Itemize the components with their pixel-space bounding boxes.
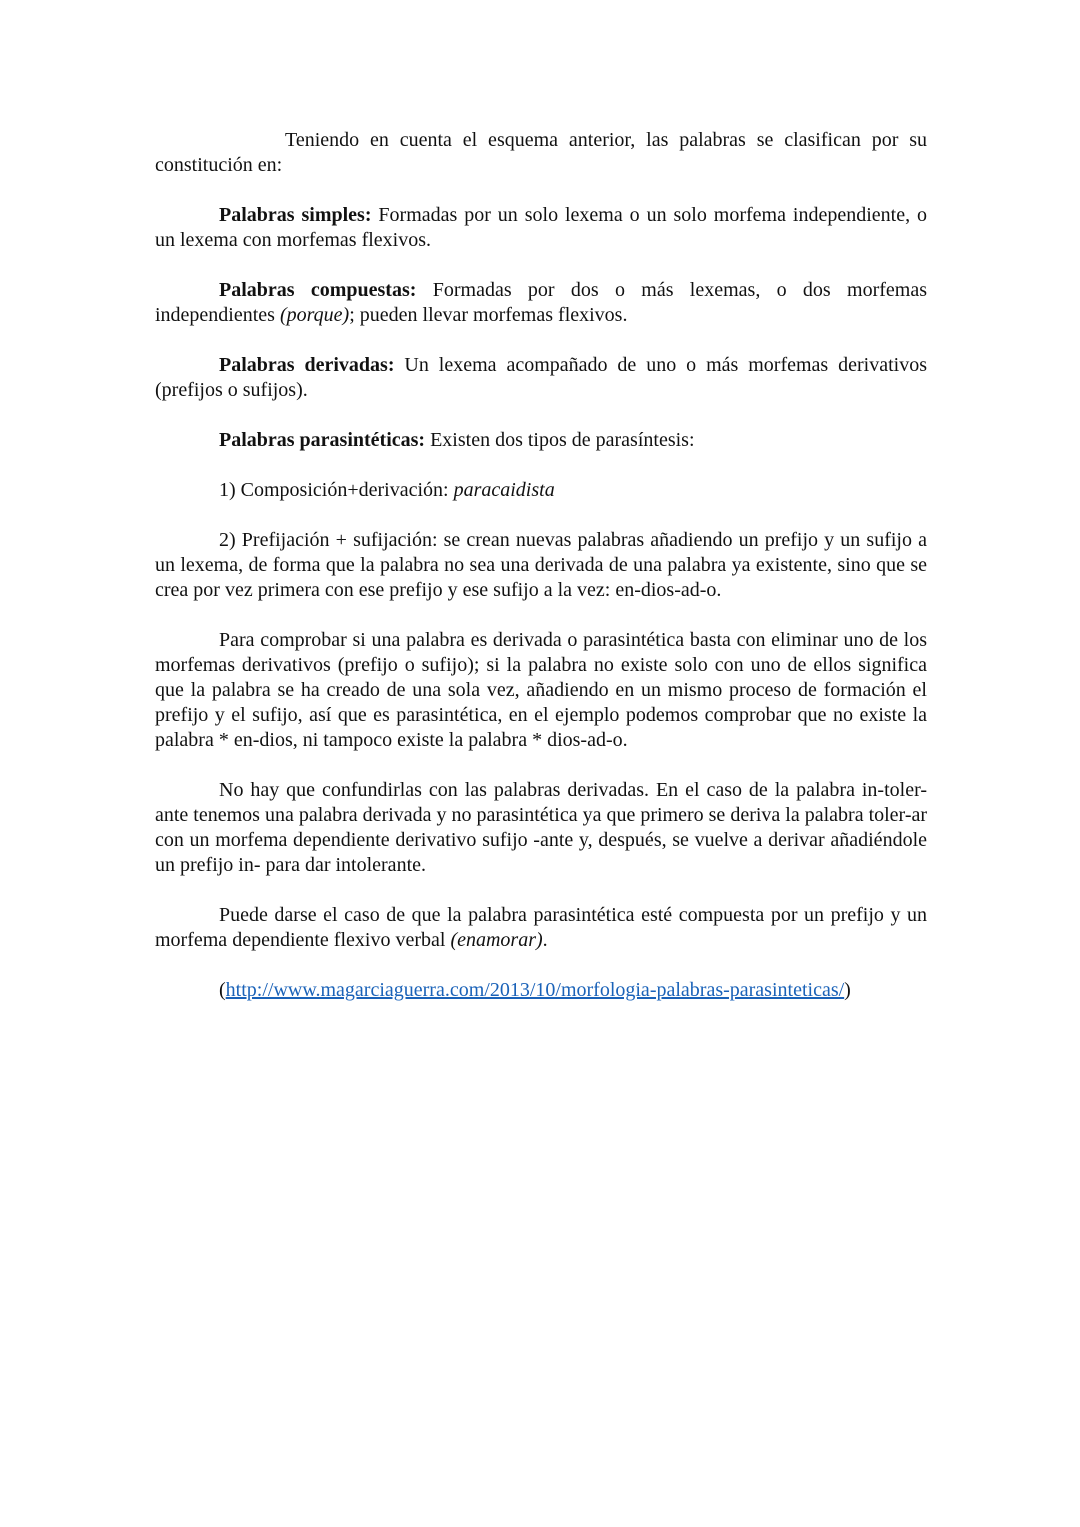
- parasinteticas-term: Palabras parasintéticas:: [219, 429, 426, 451]
- simples-term: Palabras simples:: [219, 204, 372, 226]
- tipo2-paragraph: 2) Prefijación + sufijación: se crean nuevas palabras añadiendo un prefijo y un sufijo a un lexema, de forma que la palabra no sea una derivada de una palabra ya existente, sino que se crea por vez primera con ese prefijo y ese sufijo a la vez: en-dios-ad-o.: [155, 529, 927, 601]
- compuestas-example: (porque): [279, 304, 350, 326]
- document-page: [155, 128, 927, 1028]
- intro-paragraph: Teniendo en cuenta el esquema anterior, las palabras se clasifican por su constitución en:: [155, 129, 927, 176]
- simples-paragraph: Palabras simples: Formadas por un solo lexema o un solo morfema independiente, o un lexema con morfemas flexivos.: [155, 204, 927, 251]
- comprobar-paragraph: Para comprobar si una palabra es derivada o parasintética basta con eliminar uno de los morfemas derivativos (prefijo o sufijo); si la palabra no existe solo con uno de ellos significa que la palabra se ha creado de una sola vez, añadiendo en un mismo proceso de formación el prefijo y el sufijo, así que es parasintética, en el ejemplo podemos comprobar que no existe la palabra * en-dios, ni tampoco existe la palabra * dios-ad-o.: [155, 629, 927, 751]
- source-paragraph: (http://www.magarciaguerra.com/2013/10/morfologia-palabras-parasinteticas/): [219, 979, 851, 1001]
- tipo1-paragraph: 1) Composición+derivación: paracaidista: [219, 479, 555, 501]
- caso-example: (enamorar): [450, 929, 543, 951]
- derivadas-term: Palabras derivadas:: [219, 354, 395, 376]
- confundir-paragraph: No hay que confundirlas con las palabras derivadas. En el caso de la palabra in-toler-ante tenemos una palabra derivada y no parasintética ya que primero se deriva la palabra toler-ar con un morfema dependiente derivativo sufijo -ante y, después, se vuelve a derivar añadiéndole un prefijo in- para dar intolerante.: [155, 779, 928, 876]
- compuestas-term: Palabras compuestas:: [219, 279, 417, 301]
- caso-paragraph: Puede darse el caso de que la palabra parasintética esté compuesta por un prefijo y un morfema dependiente flexivo verbal (enamorar).: [155, 904, 927, 951]
- parasinteticas-paragraph: Palabras parasintéticas: Existen dos tipos de parasíntesis:: [219, 429, 695, 451]
- source-link[interactable]: http://www.magarciaguerra.com/2013/10/morfologia-palabras-parasinteticas/: [225, 979, 845, 1001]
- derivadas-paragraph: Palabras derivadas: Un lexema acompañado de uno o más morfemas derivativos (prefijos o sufijos).: [155, 354, 927, 401]
- compuestas-paragraph: Palabras compuestas: Formadas por dos o más lexemas, o dos morfemas independientes (porque); pueden llevar morfemas flexivos.: [155, 279, 927, 326]
- tipo1-example: paracaidista: [453, 479, 555, 501]
